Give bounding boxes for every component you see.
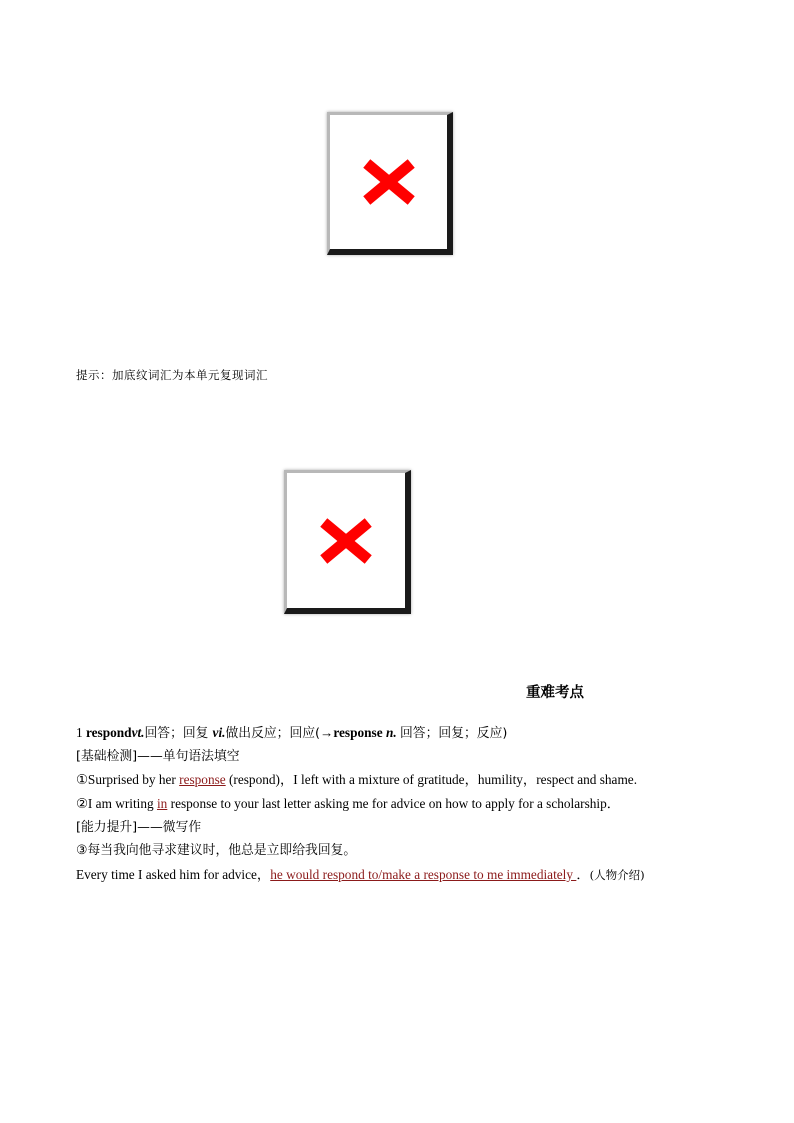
section-title: 重难考点 [526, 685, 584, 701]
basic-heading: [基础检测]——单句语法填空 [76, 749, 240, 764]
exercise-text: ①Surprised by her [76, 772, 180, 787]
broken-image-placeholder [327, 112, 453, 255]
broken-image-icon [318, 518, 374, 564]
entry-number: 1 [76, 725, 86, 740]
entry-word: respond [85, 725, 132, 740]
hint-text: 提示：加底纹词汇为本单元复现词汇 [76, 368, 268, 382]
exercise-text: ． [576, 867, 590, 882]
answer-blank: response [179, 772, 226, 787]
vocab-entry-respond [76, 724, 507, 743]
arrow-icon: → [320, 725, 334, 740]
writing-prompt: ③每当我向他寻求建议时，他总是立即给我回复。 [76, 843, 357, 858]
broken-image-icon [361, 159, 417, 205]
exercise-text: response to your last letter asking me for advice on how to apply for a scholarship． [167, 796, 621, 811]
exercise-tag: (人物介绍) [589, 868, 645, 882]
exercise-1 [76, 771, 637, 789]
entry-pos: vt. [131, 725, 145, 740]
derived-meaning: 回答；回复；反应) [400, 726, 508, 741]
exercise-2 [76, 795, 620, 813]
exercise-3 [76, 866, 645, 884]
entry-pos: vi. [212, 725, 226, 740]
derived-word: response [333, 725, 383, 740]
answer-blank: he would respond to/make a response to me immediately [270, 867, 577, 882]
broken-image-placeholder [284, 470, 411, 614]
entry-meaning: 回答；回复 [144, 726, 213, 741]
exercise-text: ②I am writing [76, 796, 157, 811]
exercise-text: Every time I asked him for advice， [76, 867, 271, 882]
derived-pos: n. [385, 725, 397, 740]
entry-meaning: 做出反应；回应( [225, 726, 321, 741]
answer-blank: in [156, 796, 168, 811]
ability-heading: [能力提升]——微写作 [76, 820, 202, 835]
exercise-text: (respond)，I left with a mixture of gratitude，humility，respect and shame. [225, 772, 638, 787]
